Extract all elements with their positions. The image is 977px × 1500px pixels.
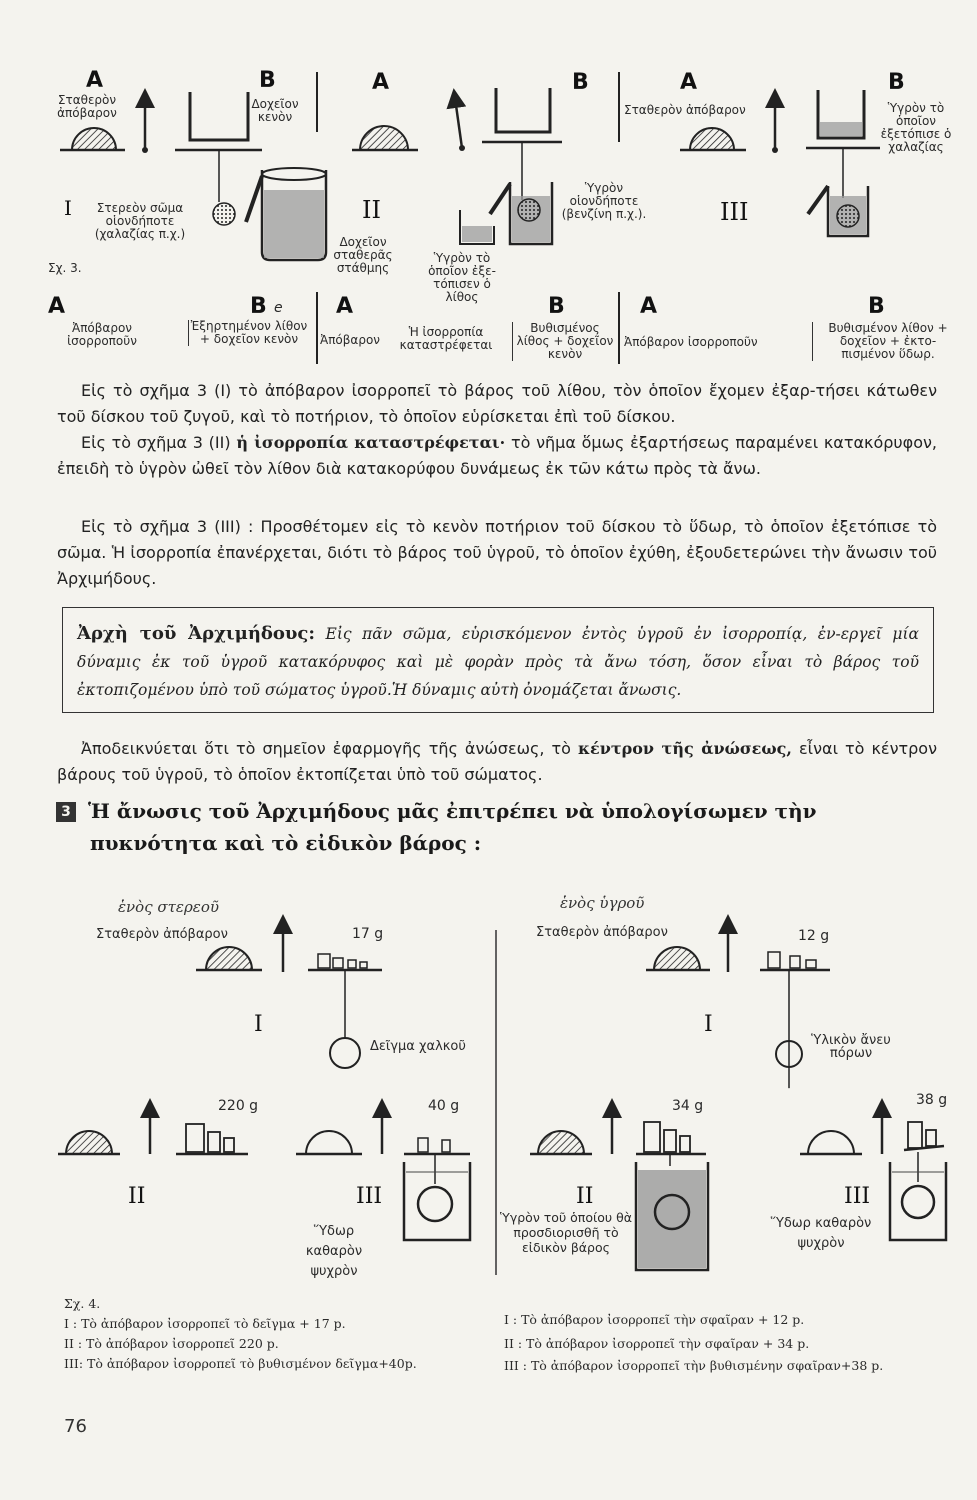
fig4-right-tare: Σταθερὸν ἀπόβαρον: [536, 925, 668, 940]
left-setup-2: [58, 1108, 248, 1154]
panel-2-balance: [352, 88, 562, 244]
fig4-left-title: ἑνὸς στερεοῦ: [118, 898, 219, 916]
p3-label-a: Α: [680, 70, 698, 95]
p1-overflow-label: Δοχεῖον σταθερᾶς στάθμης: [333, 235, 393, 275]
p2-label-a: Α: [372, 70, 390, 95]
p1-label-a: Α: [86, 68, 104, 93]
p3-label-b: Β: [888, 70, 905, 95]
b-b1-text: Ἐξηρτημένον λίθον + δοχεῖον κενὸν: [188, 320, 309, 346]
caption-right-3: III : Τὸ ἀπόβαρον ἰσορροπεῖ τὴν βυθισμένην σφαῖραν+38 p.: [504, 1358, 884, 1373]
p2-liquid-label: Ὑγρὸν οἱονδήποτε (βενζίνη π.χ.).: [561, 181, 647, 221]
fig4-left-tare: Σταθερὸν ἀπόβαρον: [96, 927, 228, 942]
fig4-right-w3: 38 g: [916, 1092, 948, 1108]
left-setup-1: [196, 924, 382, 1068]
p1-label-b: Β: [259, 68, 276, 93]
fig-3-caption: Σχ. 3.: [48, 261, 82, 275]
paragraph-4: Ἀποδεικνύεται ὅτι τὸ σημεῖον ἐφαρμογῆς τῆς ἀνώσεως, τὸ κέντρον τῆς ἀνώσεως, εἶναι τὸ κέντρον βάρους τοῦ ὑγροῦ, τὸ ὁποῖον ἐκτοπίζεται ὑπὸ τοῦ σώματος.: [57, 739, 938, 784]
b-label-e: e: [274, 300, 283, 316]
fig4-left-numeral-2: II: [128, 1184, 146, 1209]
page-number: 76: [64, 1416, 87, 1437]
fig4-left-water: Ὕδωρ καθαρὸν ψυχρὸν: [305, 1224, 363, 1279]
p3-liquid-label: Ὑγρὸν τὸ ὁποῖον ἐξετόπισε ὁ χαλαζίας: [880, 101, 952, 154]
fig4-left-w1: 17 g: [352, 926, 384, 942]
fig4-right-numeral-1: I: [704, 1012, 713, 1037]
p3-tare-label: Σταθερὸν ἀπόβαρον: [624, 103, 746, 117]
principle-heading: Ἀρχὴ τοῦ Ἀρχιμήδους:: [77, 623, 316, 644]
b-label-a2: Α: [336, 294, 354, 319]
separator-4: [618, 292, 620, 364]
b-a2-text: Ἀπόβαρον: [320, 333, 381, 347]
archimedes-principle-box: [62, 607, 934, 713]
p1-tare-label: Σταθερὸν ἀπόβαρον: [57, 93, 117, 120]
b-a1-text: Ἀπόβαρον ἰσορροποῦν: [67, 321, 137, 348]
caption-left-1: I : Τὸ ἀπόβαρον ἰσορροπεῖ τὸ δεῖγμα + 17 p.: [64, 1316, 346, 1331]
caption-right-1: I : Τὸ ἀπόβαρον ἰσορροπεῖ τὴν σφαῖραν + 12 p.: [504, 1312, 805, 1327]
section-heading: 3 Ἡ ἄνωσις τοῦ Ἀρχιμήδους μᾶς ἐπιτρέπει νὰ ὑπολογίσωμεν τὴν πυκνότητα καὶ τὸ εἰδικὸν βάρος :: [90, 795, 950, 859]
paragraph-2: Εἰς τὸ σχῆμα 3 (II) ἡ ἰσορροπία καταστρέφεται· τὸ νῆμα ὅμως ἐξαρτήσεως παραμένει κατακόρυφον, ἐπειδὴ τὸ ὑγρὸν ὠθεῖ τὸν λίθον διὰ κατακορύφου δυνάμεως ἐκ τῶν κάτω πρὸς τὰ ἄνω.: [57, 433, 938, 478]
paragraph-1: Εἰς τὸ σχῆμα 3 (I) τὸ ἀπόβαρον ἰσορροπεῖ τὸ βάρος τοῦ λίθου, τὸν ὁποῖον ἔχομεν ἐξαρ-τήσει κάτωθεν τοῦ δίσκου τοῦ ζυγοῦ, καὶ τὸ ποτήριον, τὸ ὁποῖον εὑρίσκεται ἐπὶ τοῦ δίσκου.: [57, 381, 937, 426]
fig-4-caption: Σχ. 4.: [64, 1296, 101, 1311]
fig4-left-numeral-3: III: [356, 1184, 383, 1209]
b-label-a1: Α: [48, 294, 66, 319]
p1-solid-label: Στερεὸν σῶμα οἱονδήποτε (χαλαζίας π.χ.): [94, 201, 186, 241]
fig4-right-water: Ὕδωρ καθαρὸν ψυχρὸν: [770, 1216, 872, 1251]
b-mid-text: Ἡ ἰσορροπία καταστρέφεται: [399, 325, 493, 352]
fig4-left-w2: 220 g: [218, 1098, 259, 1114]
fig4-right-liquid: Ὑγρὸν τοῦ ὁποίου θὰ προσδιορισθῆ τὸ εἰδικὸν βάρος: [500, 1210, 632, 1255]
right-setup-1: [646, 924, 830, 1088]
section-number: 3: [56, 802, 76, 822]
separator-3: [316, 292, 318, 364]
paragraph-3: Εἰς τὸ σχῆμα 3 (III) : Προσθέτομεν εἰς τὸ κενὸν ποτήριον τοῦ δίσκου τὸ ὕδωρ, τὸ ὁποῖον ἐξετόπισε τὸ σῶμα. Ἡ ἰσορροπία ἐπανέρχεται, διότι τὸ βάρος τοῦ ὑγροῦ, τὸ ὁποῖον ἐχύθη, ἐξουδετερώνει τὴν ἄνωσιν τοῦ Ἀρχιμήδους.: [57, 517, 937, 588]
separator-1: [316, 72, 318, 132]
p2-label-b: Β: [572, 70, 589, 95]
p3-numeral: III: [720, 198, 749, 226]
caption-left-2: II : Τὸ ἀπόβαρον ἰσορροπεῖ 220 p.: [64, 1336, 279, 1351]
fig4-right-material: Ὑλικὸν ἄνευ πόρων: [811, 1033, 891, 1061]
p1-numeral: I: [64, 196, 72, 220]
left-setup-3: [296, 1108, 470, 1240]
fig4-left-w3: 40 g: [428, 1098, 460, 1114]
b-b2-text: Βυθισμένος λίθος + δοχεῖον κενὸν: [512, 322, 617, 361]
fig4-right-numeral-2: II: [576, 1184, 594, 1209]
p1-empty-container: Δοχεῖον κενὸν: [251, 97, 299, 124]
b-label-a3: Α: [640, 294, 658, 319]
caption-left-3: III: Τὸ ἀπόβαρον ἰσορροπεῖ τὸ βυθισμένον δεῖγμα+40p.: [64, 1356, 417, 1371]
caption-right-2: II : Τὸ ἀπόβαρον ἰσορροπεῖ τὴν σφαῖραν + 34 p.: [504, 1336, 810, 1351]
fig4-left-sample: Δεῖγμα χαλκοῦ: [370, 1039, 466, 1054]
fig4-right-w2: 34 g: [672, 1098, 704, 1114]
fig4-right-numeral-3: III: [844, 1184, 871, 1209]
b-label-b1: Β: [250, 294, 267, 319]
b-a3-text: Ἀπόβαρον ἰσορροποῦν: [624, 335, 758, 349]
fig4-right-title: ἑνὸς ὑγροῦ: [560, 894, 645, 912]
fig4-left-numeral-1: I: [254, 1012, 263, 1037]
b-label-b3: Β: [868, 294, 885, 319]
fig4-right-w1: 12 g: [798, 928, 830, 944]
b-b3-text: Βυθισμένον λίθον + δοχεῖον + ἐκτο-πισμένον ὕδωρ.: [812, 322, 963, 361]
p2-displaced-label: Ὑγρὸν τὸ ὁποῖον ἐξε-τόπισεν ὁ λίθος: [428, 251, 496, 304]
b-label-b2: Β: [548, 294, 565, 319]
separator-2: [618, 72, 620, 142]
principle-text: Εἰς πᾶν σῶμα, εὑρισκόμενον ἐντὸς ὑγροῦ ἐν ἰσορροπίᾳ, ἐν-εργεῖ μία δύναμις ἐκ τοῦ ὑγροῦ κατακόρυφος καὶ μὲ φορὰν πρὸς τὰ ἄνω τόση, ὅσον εἶναι τὸ βάρος τοῦ ἐκτοπιζομένου ὑπὸ τοῦ σώματος ὑγροῦ.Ἡ δύναμις αὐτὴ ὀνομάζεται ἄνωσις.: [77, 625, 919, 699]
p2-numeral: II: [362, 196, 381, 224]
